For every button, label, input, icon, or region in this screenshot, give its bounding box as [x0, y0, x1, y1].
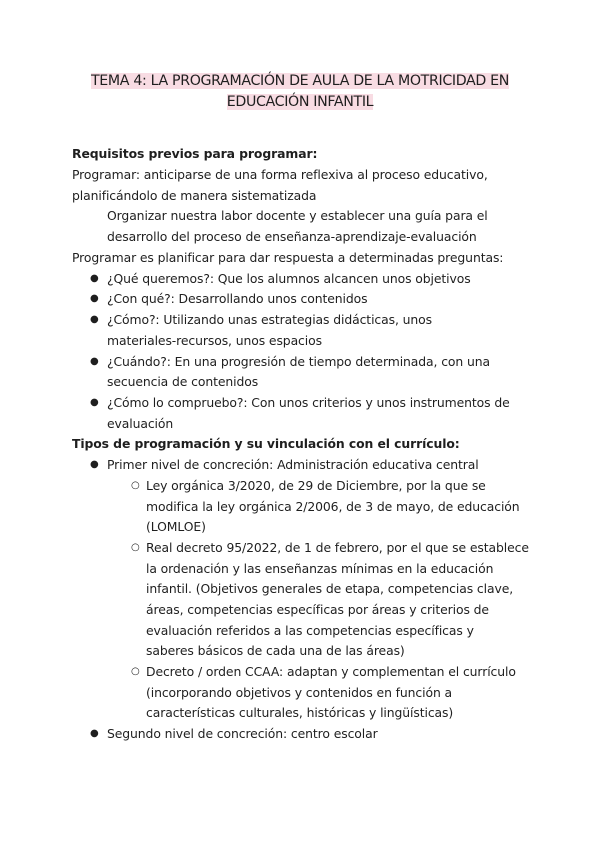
list-item-primer-nivel: Primer nivel de concreción: Administración educativa central: [107, 457, 479, 472]
real-decreto-line-1: Real decreto 95/2022, de 1 de febrero, por el que se establece: [146, 540, 529, 555]
planificar-line: Programar es planificar para dar respuesta a determinadas preguntas:: [72, 250, 504, 265]
decreto-ccaa-line-3: características culturales, históricas y lingüísticas): [146, 705, 454, 720]
sub-bullet-icon: ○: [131, 542, 140, 553]
ley-line-2: modifica la ley orgánica 2/2006, de 3 de mayo, de educación: [146, 499, 520, 514]
bullet-icon: ●: [90, 397, 99, 408]
bullet-icon: ●: [90, 314, 99, 325]
ley-line-1: Ley orgánica 3/2020, de 29 de Diciembre, por la que se: [146, 478, 486, 493]
bullet-icon: ●: [90, 728, 99, 739]
decreto-ccaa-line-2: (incorporando objetivos y contenidos en función a: [146, 685, 453, 700]
real-decreto-line-2: la ordenación y las enseñanzas mínimas en la educación: [146, 561, 494, 576]
real-decreto-line-3: infantil. (Objetivos generales de etapa, competencias clave,: [146, 581, 514, 596]
bullet-icon: ●: [90, 356, 99, 367]
heading-tipos: Tipos de programación y su vinculación con el currículo:: [72, 436, 460, 451]
list-item-como: ¿Cómo?: Utilizando unas estrategias didácticas, unos: [107, 312, 432, 327]
heading-requisitos: Requisitos previos para programar:: [72, 146, 318, 161]
ley-line-3: (LOMLOE): [146, 519, 206, 534]
list-item-segundo-nivel: Segundo nivel de concreción: centro escolar: [107, 726, 378, 741]
organizar-line-2: desarrollo del proceso de enseñanza-aprendizaje-evaluación: [107, 229, 477, 244]
programar-definition-line-2: planificándolo de manera sistematizada: [72, 188, 317, 203]
list-item-cuando-cont: secuencia de contenidos: [107, 374, 259, 389]
list-item-compruebo: ¿Cómo lo compruebo?: Con unos criterios y unos instrumentos de: [107, 395, 510, 410]
real-decreto-line-6: saberes básicos de cada una de las áreas): [146, 643, 405, 658]
list-item-con-que: ¿Con qué?: Desarrollando unos contenidos: [107, 291, 368, 306]
programar-definition-line-1: Programar: anticiparse de una forma reflexiva al proceso educativo,: [72, 167, 488, 182]
list-item-cuando: ¿Cuándo?: En una progresión de tiempo determinada, con una: [107, 354, 490, 369]
decreto-ccaa-line-1: Decreto / orden CCAA: adaptan y complementan el currículo: [146, 664, 516, 679]
sub-bullet-icon: ○: [131, 666, 140, 677]
list-item-como-cont: materiales-recursos, unos espacios: [107, 333, 322, 348]
title-line-2: EDUCACIÓN INFANTIL: [226, 93, 374, 110]
bullet-icon: ●: [90, 459, 99, 470]
real-decreto-line-4: áreas, competencias específicas por áreas y criterios de: [146, 602, 489, 617]
sub-bullet-icon: ○: [131, 480, 140, 491]
list-item-compruebo-cont: evaluación: [107, 416, 174, 431]
title-line-1: TEMA 4: LA PROGRAMACIÓN DE AULA DE LA MOTRICIDAD EN: [90, 73, 509, 89]
list-item-que: ¿Qué queremos?: Que los alumnos alcancen unos objetivos: [107, 271, 471, 286]
real-decreto-line-5: evaluación referidos a las competencias específicas y: [146, 623, 474, 638]
bullet-icon: ●: [90, 293, 99, 304]
page-title: [60, 71, 540, 112]
bullet-icon: ●: [90, 273, 99, 284]
organizar-line-1: Organizar nuestra labor docente y establecer una guía para el: [107, 208, 488, 223]
